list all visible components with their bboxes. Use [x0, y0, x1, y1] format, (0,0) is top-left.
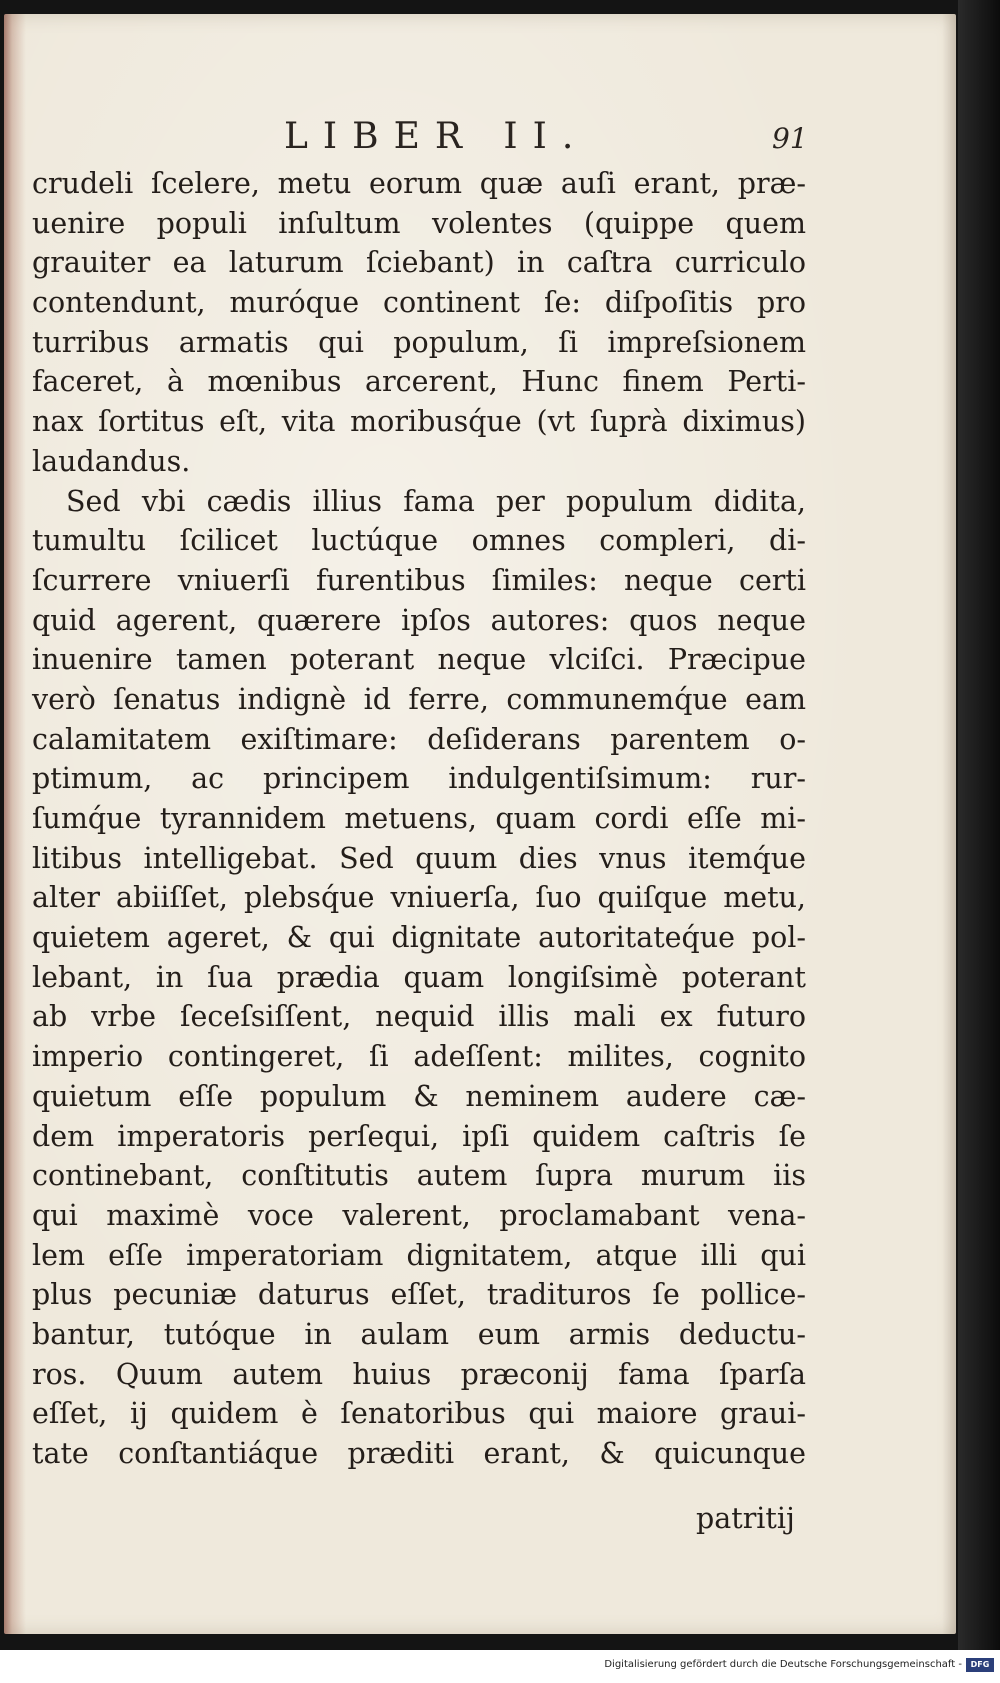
text-line: tate conſtantiáque præditi erant, & quicunque [32, 1437, 806, 1470]
text-line: inuenire tamen poterant neque vlciſci. Præcipue [32, 643, 806, 677]
text-line: ſumq́ue tyrannidem metuens, quam cordi eſſe mi- [32, 802, 806, 835]
text-line: ſcurrere vniuerſi furentibus ſimiles: neque certi [32, 563, 806, 597]
book-fore-edge [958, 0, 1000, 1650]
dfg-logo-icon: DFG [966, 1658, 994, 1672]
text-line: ros. Quum autem huius præconij fama ſparſa [32, 1357, 806, 1391]
funding-credit: Digitalisierung gefördert durch die Deutsche Forschungsgemeinschaft - [604, 1659, 962, 1670]
text-line: grauiter ea laturum ſciebant) in caſtra curriculo [32, 246, 806, 280]
text-line: continebant, conſtitutis autem ſupra murum iis [32, 1159, 806, 1193]
text-line: ptimum, ac principem indulgentiſsimum: rur- [32, 762, 806, 796]
text-line: crudeli ſcelere, metu eorum quæ auſi erant, præ- [32, 167, 806, 200]
text-line: eſſet, ij quidem è ſenatoribus qui maiore graui- [32, 1397, 806, 1431]
text-line: alter abiiſſet, plebsq́ue vniuerſa, ſuo quiſque metu, [32, 881, 806, 915]
text-line: plus pecuniæ daturus eſſet, tradituros ſe pollice- [32, 1278, 806, 1312]
text-line: bantur, tutóque in aulam eum armis deductu- [32, 1317, 806, 1351]
text-line: litibus intelligebat. Sed quum dies vnus itemq́ue [32, 841, 806, 875]
text-line: calamitatem exiſtimare: deſiderans parentem o- [32, 722, 806, 756]
text-line: contendunt, muróque continent ſe: diſpoſitis pro [32, 286, 806, 320]
body-text [32, 164, 806, 1474]
text-line: Sed vbi cædis illius fama per populum didita, [66, 484, 806, 518]
text-line: dem imperatoris perſequi, ipſi quidem caſtris ſe [32, 1119, 806, 1153]
catchword: patritij [696, 1502, 795, 1535]
text-line: laudandus. [32, 444, 191, 478]
running-head: LIBER II. [284, 116, 589, 157]
text-line: turribus armatis qui populum, ſi impreſsionem [32, 325, 806, 359]
text-line: nax ſortitus eſt, vita moribusq́ue (vt ſuprà diximus) [32, 405, 806, 439]
text-line: quietum eſſe populum & neminem audere cæ- [32, 1079, 806, 1113]
text-line: quietem ageret, & qui dignitate autoritateq́ue pol- [32, 921, 806, 955]
text-line: faceret, à mœnibus arcerent, Hunc finem Perti- [32, 365, 806, 399]
footer-strip [0, 1650, 1000, 1683]
text-line: uenire populi inſultum volentes (quippe quem [32, 206, 806, 240]
text-line: lem eſſe imperatoriam dignitatem, atque illi qui [32, 1238, 806, 1272]
text-line: imperio contingeret, ſi adeſſent: milites, cognito [32, 1040, 806, 1074]
book-page [4, 14, 956, 1634]
text-line: lebant, in ſua prædia quam longiſsimè poterant [32, 960, 806, 994]
text-line: tumultu ſcilicet luctúque omnes compleri, di- [32, 524, 806, 558]
text-line: verò ſenatus indignè id ferre, communemq́ue eam [32, 682, 806, 716]
text-line: ab vrbe ſeceſsiſſent, nequid illis mali ex futuro [32, 1000, 806, 1034]
page-number: 91 [772, 122, 808, 155]
text-line: quid agerent, quærere ipſos autores: quos neque [32, 603, 806, 637]
text-line: qui maximè voce valerent, proclamabant vena- [32, 1198, 806, 1232]
